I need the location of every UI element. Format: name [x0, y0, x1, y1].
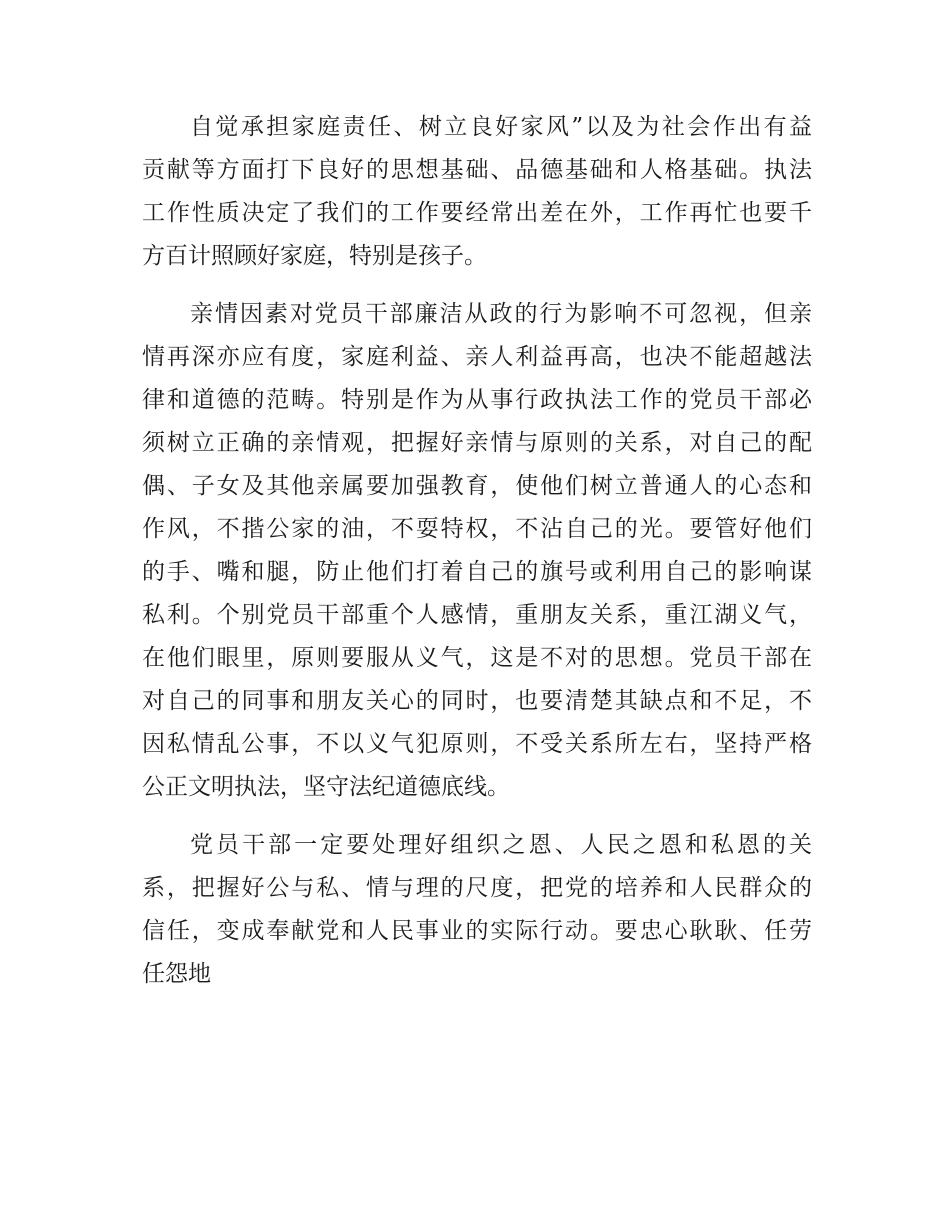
paragraph-2: [142, 293, 812, 809]
text-line: 自觉承担家庭责任、树立良好家风”以及为社会作出有益: [190, 114, 812, 140]
paragraph-spacer: [142, 809, 812, 824]
text-line: 亲情因素对党员干部廉洁从政的行为影响不可忽视，但亲: [190, 301, 812, 327]
text-line: 任怨地: [142, 961, 211, 987]
text-line: 作风，不揩公家的油，不耍特权，不沾自己的光。要管好他们: [142, 516, 812, 542]
paragraph-spacer: [142, 278, 812, 293]
text-line: 私利。个别党员干部重个人感情，重朋友关系，重江湖义气，: [142, 602, 812, 628]
text-line: 对自己的同事和朋友关心的同时，也要清楚其缺点和不足，不: [142, 688, 812, 714]
text-line: 的手、嘴和腿，防止他们打着自己的旗号或利用自己的影响谋: [142, 559, 812, 585]
text-line: 信任，变成奉献党和人民事业的实际行动。要忠心耿耿、任劳: [142, 918, 812, 944]
text-line: 工作性质决定了我们的工作要经常出差在外，工作再忙也要千: [142, 200, 812, 226]
text-line: 须树立正确的亲情观，把握好亲情与原则的关系，对自己的配: [142, 430, 812, 456]
text-line: 在他们眼里，原则要服从义气，这是不对的思想。党员干部在: [142, 645, 812, 671]
text-line: 贡献等方面打下良好的思想基础、品德基础和人格基础。执法: [142, 157, 812, 183]
text-line: 党员干部一定要处理好组织之恩、人民之恩和私恩的关: [190, 832, 812, 858]
text-line: 公正文明执法，坚守法纪道德底线。: [142, 774, 510, 800]
text-line: 律和道德的范畴。特别是作为从事行政执法工作的党员干部必: [142, 387, 812, 413]
document-body: [142, 106, 812, 996]
paragraph-3: [142, 824, 812, 996]
text-line: 情再深亦应有度，家庭利益、亲人利益再高，也决不能超越法: [142, 344, 812, 370]
text-line: 方百计照顾好家庭，特别是孩子。: [142, 243, 487, 269]
text-line: 偶、子女及其他亲属要加强教育，使他们树立普通人的心态和: [142, 473, 812, 499]
paragraph-1: [142, 106, 812, 278]
text-line: 系，把握好公与私、情与理的尺度，把党的培养和人民群众的: [142, 875, 812, 901]
text-line: 因私情乱公事，不以义气犯原则，不受关系所左右，坚持严格: [142, 731, 812, 757]
